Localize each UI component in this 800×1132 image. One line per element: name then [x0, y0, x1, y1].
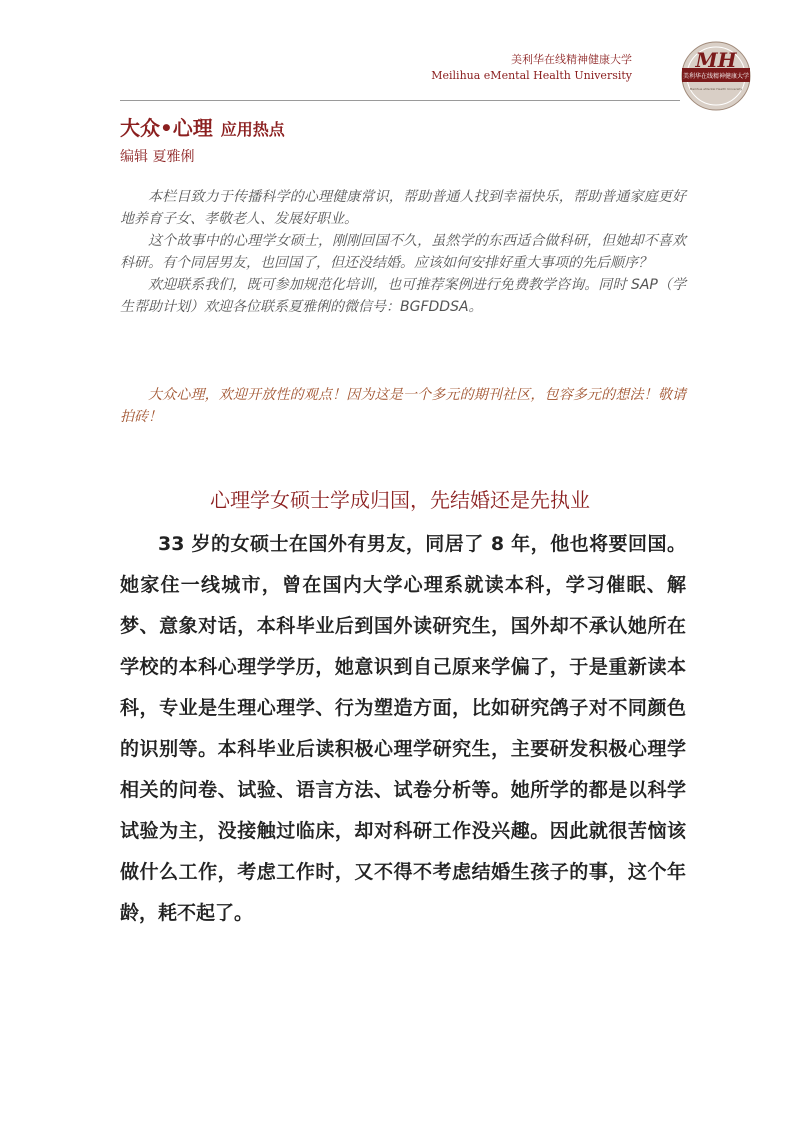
university-name-cn: 美利华在线精神健康大学 — [511, 53, 632, 66]
section-title-main: 大众•心理 — [120, 116, 213, 140]
article-title: 心理学女硕士学成归国，先结婚还是先执业 — [210, 488, 590, 512]
section-title-sub: 应用热点 — [220, 120, 285, 139]
logo-letters: MH — [695, 48, 737, 72]
intro-paragraph: 这个故事中的心理学女硕士，刚刚回国不久，虽然学的东西适合做科研，但她却不喜欢科研。有个同居男友，也回国了，但还没结婚。应该如何安排好重大事项的先后顺序？ — [120, 233, 686, 271]
article-body: 33 岁的女硕士在国外有男友，同居了 8 年，他也将要回国。她家住一线城市，曾在国内大学心理系就读本科，学习催眠、解梦、意象对话，本科毕业后到国外读研究生，国外却不承认她所在学校的本科心理学学历，她意识到自己原来学偏了，于是重新读本科，专业是生理心理学、行为塑造方面，比如研究鸽子对不同颜色的识别等。本科毕业后读积极心理学研究生，主要研发积极心理学相关的问卷、试验、语言方法、试卷分析等。她所学的都是以科学试验为主，没接触过临床，却对科研工作没兴趣。因此就很苦恼该做什么工作，考虑工作时，又不得不考虑结婚生孩子的事，这个年龄，耗不起了。 — [120, 533, 686, 924]
header-university — [431, 52, 632, 84]
logo-caption: 美利华在线精神健康大学 — [682, 73, 750, 80]
intro-paragraph: 欢迎联系我们，既可参加规范化培训，也可推荐案例进行免费教学咨询。同时 SAP（学生帮助计划）欢迎各位联系夏雅俐的微信号：BGFDDSA。 — [120, 277, 686, 315]
university-name-en: Meilihua eMental Health University — [431, 69, 632, 82]
header-divider — [120, 100, 680, 101]
intro-paragraph: 本栏目致力于传播科学的心理健康常识，帮助普通人找到幸福快乐，帮助普通家庭更好地养育子女、孝敬老人、发展好职业。 — [120, 189, 686, 227]
university-seal-logo — [680, 40, 752, 112]
section-title — [120, 112, 285, 141]
intro-callout: 大众心理，欢迎开放性的观点！因为这是一个多元的期刊社区，包容多元的想法！敬请拍砖！ — [120, 387, 686, 425]
intro-block — [120, 186, 686, 318]
logo-small-text: Meilihua eMental Health University — [689, 87, 743, 91]
editor-credit: 编辑 夏雅俐 — [120, 149, 195, 165]
